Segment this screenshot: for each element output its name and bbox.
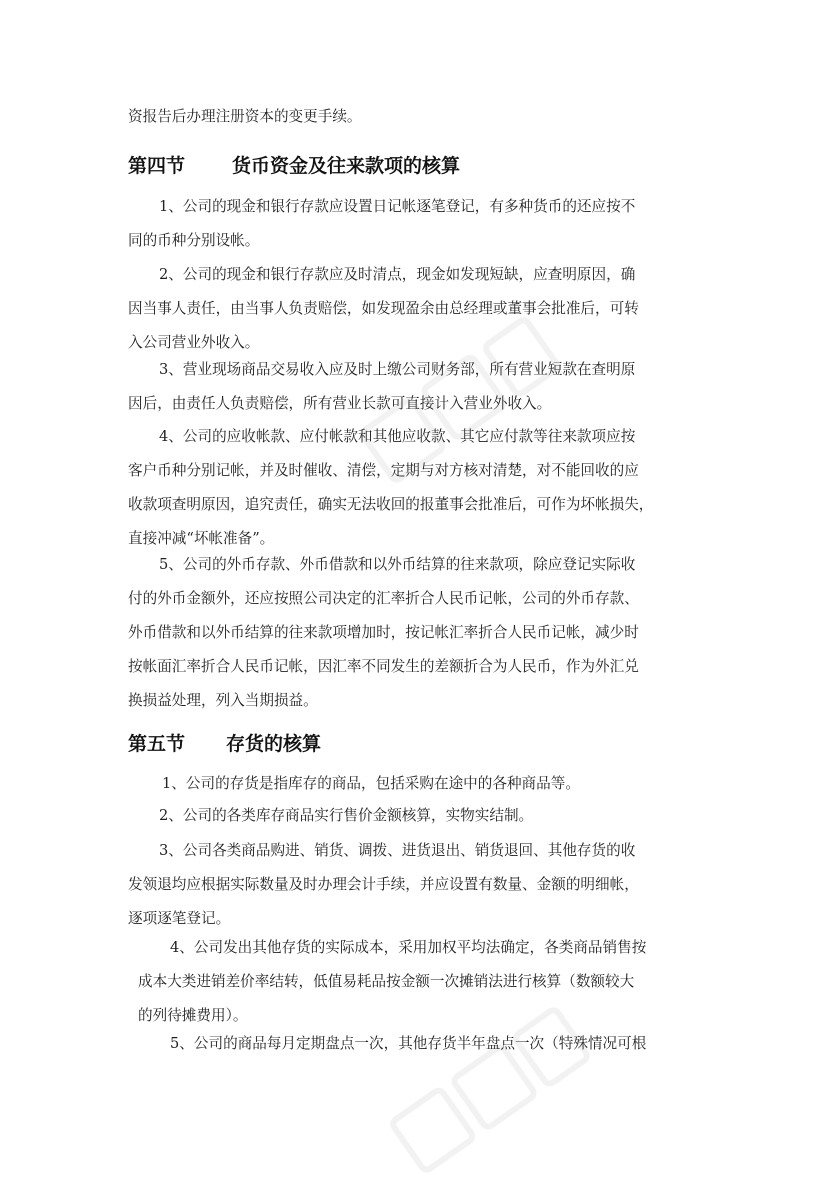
section-4-item-1: 1、公司的现金和银行存款应设置日记帐逐笔登记，有多种货币的还应按不 同的币种分别设帐。 [128,198,636,249]
continuation-text: 资报告后办理注册资本的变更手续。 [128,108,362,125]
section-4-heading [128,152,460,180]
section-4-number: 第四节 [128,155,186,177]
section-5-item-3: 3、公司各类商品购进、销货、调拨、进货退出、销货退回、其他存货的收 发领退均应根据实际数量及时办理会计手续，并应设置有数量、金额的明细帐， 逐项逐笔登记。 [128,842,639,927]
section-4-item-3: 3、营业现场商品交易收入应及时上缴公司财务部，所有营业短款在查明原 因后，由责任人负责赔偿，所有营业长款可直接计入营业外收入。 [128,361,636,412]
section-4-item-5: 5、公司的外币存款、外币借款和以外币结算的往来款项，除应登记实际收 付的外币金额外，还应按照公司决定的汇率折合人民币记帐，公司的外币存款、 外币借款和以外币结算的往来款项增加时，按记帐汇率折合人民币记帐，减少时 按帐面汇率折合人民币记帐，因汇率不同发生的差额折合为人民币，作为外汇兑 换损益处理，列入当期损益。 [128,556,639,709]
section-4-title: 货币资金及往来款项的核算 [232,155,461,177]
section-5-item-5: 5、公司的商品每月定期盘点一次，其他存货半年盘点一次（特殊情况可根 [170,1035,647,1052]
section-5-item-2: 2、公司的各类库存商品实行售价金额核算，实物实结制。 [159,807,534,824]
section-4-item-2: 2、公司的现金和银行存款应及时清点，现金如发现短缺，应查明原因，确 因当事人责任，由当事人负责赔偿，如发现盈余由总经理或董事会批准后，可转 入公司营业外收入。 [128,266,639,351]
section-4-item-4: 4、公司的应收帐款、应付帐款和其他应收款、其它应付款等往来款项应按 客户币种分别记帐，并及时催收、清偿，定期与对方核对清楚，对不能回收的应 收款项查明原因，追究责任，确实无法收回的报董事会批准后，可作为坏帐损失， 直接冲减“坏帐准备”。 [128,428,654,547]
section-5-title: 存货的核算 [226,733,322,755]
section-5-item-1: 1、公司的存货是指库存的商品，包括采购在途中的各种商品等。 [162,775,580,792]
section-5-number: 第五节 [128,733,186,755]
section-5-heading [128,730,321,758]
section-5-item-4: 4、公司发出其他存货的实际成本，采用加权平均法确定，各类商品销售按 成本大类进销差价率结转，低值易耗品按金额一次摊销法进行核算（数额较大 的列待摊费用）。 [138,939,647,1024]
